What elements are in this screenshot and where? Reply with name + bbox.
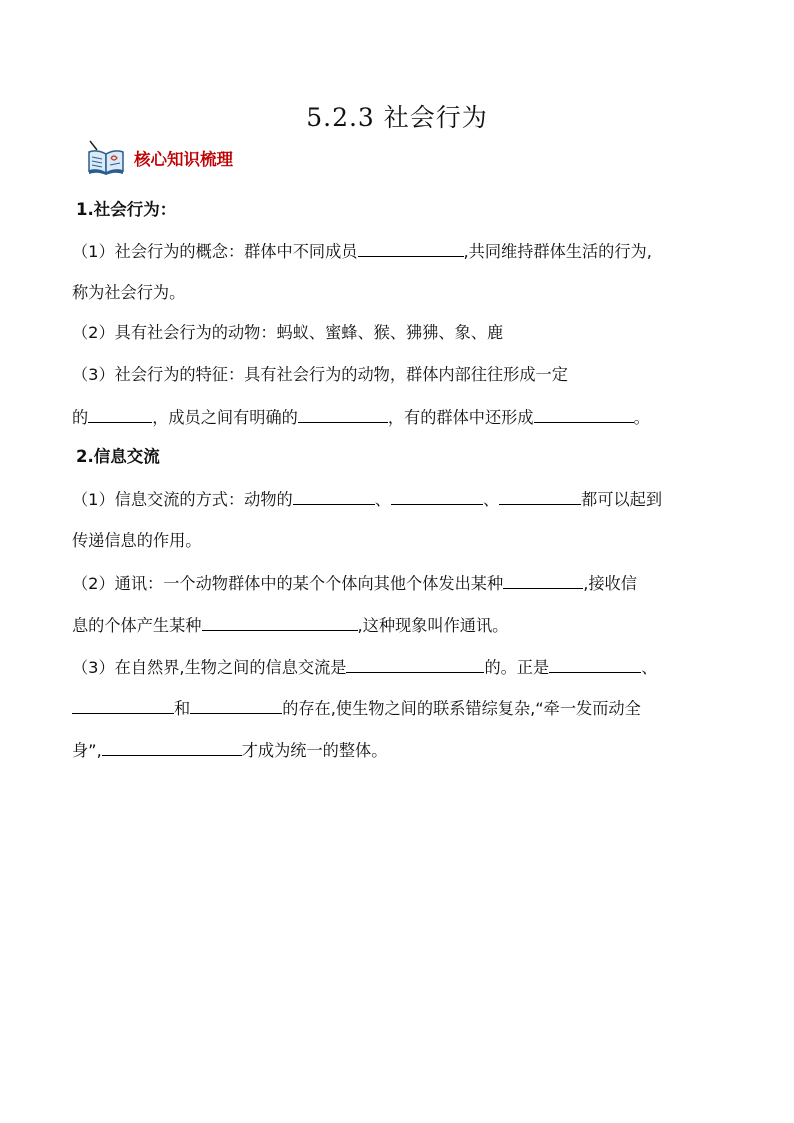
paragraph-5-line-1 (72, 572, 732, 595)
answer-blank[interactable] (190, 697, 282, 714)
text: 身”, (72, 741, 102, 760)
text: 才成为统一的整体。 (241, 741, 388, 760)
text: ,这种现象叫作通讯。 (357, 616, 509, 635)
text: 的存在,使生物之间的联系错综复杂,“牵一发而动全 (282, 699, 641, 718)
paragraph-6-line-3 (72, 739, 732, 762)
paragraph-4-line-2 (72, 530, 732, 552)
paragraph-1-line-2 (72, 282, 732, 304)
text: 传递信息的作用。 (72, 531, 202, 550)
paragraph-5-line-2 (72, 614, 732, 637)
heading-social-behavior: 1.社会行为： (76, 200, 177, 219)
open-book-icon (86, 140, 128, 176)
paragraph-6-line-1 (72, 656, 732, 679)
text: （3）社会行为的特征：具有社会行为的动物，群体内部往往形成一定 (72, 365, 568, 384)
text: ，成员之间有明确的 (152, 408, 298, 427)
text: 。 (633, 408, 650, 427)
text: 、 (374, 490, 391, 509)
text: 息的个体产生某种 (72, 616, 202, 635)
paragraph-4-line-1 (72, 488, 732, 511)
answer-blank[interactable] (534, 406, 634, 423)
section-label: 核心知识梳理 (134, 150, 233, 169)
answer-blank[interactable] (358, 240, 464, 257)
paragraph-1-line-1 (72, 240, 732, 263)
text: ，有的群体中还形成 (387, 408, 534, 427)
text: ,共同维持群体生活的行为, (463, 242, 652, 261)
answer-blank[interactable] (298, 406, 388, 423)
heading-information-exchange: 2.信息交流 (76, 447, 160, 466)
paragraph-3-line-1 (72, 364, 732, 386)
paragraph-3-line-2 (72, 406, 732, 429)
answer-blank[interactable] (72, 697, 174, 714)
answer-blank[interactable] (102, 739, 242, 756)
answer-blank[interactable] (346, 656, 484, 673)
text: 、 (641, 658, 658, 677)
answer-blank[interactable] (391, 488, 483, 505)
text: ,接收信 (583, 574, 637, 593)
answer-blank[interactable] (202, 614, 358, 631)
answer-blank[interactable] (88, 406, 152, 423)
paragraph-2-line-1 (72, 322, 732, 344)
answer-blank[interactable] (293, 488, 375, 505)
text: 都可以起到 (581, 490, 663, 509)
answer-blank[interactable] (549, 656, 641, 673)
page-title: 5.2.3 社会行为 (306, 103, 488, 132)
text: （1）社会行为的概念：群体中不同成员 (72, 242, 358, 261)
text: 的。正是 (484, 658, 550, 677)
text: （2）具有社会行为的动物：蚂蚁、蜜蜂、猴、狒狒、象、鹿 (72, 323, 504, 342)
text: 、 (482, 490, 500, 509)
text: （2）通讯：一个动物群体中的某个个体向其他个体发出某种 (72, 574, 504, 593)
answer-blank[interactable] (499, 488, 581, 505)
text: （1）信息交流的方式：动物的 (72, 490, 293, 509)
text: 称为社会行为。 (72, 283, 186, 302)
paragraph-6-line-2 (72, 697, 732, 720)
text: 的 (72, 408, 89, 427)
text: （3）在自然界,生物之间的信息交流是 (72, 658, 347, 677)
answer-blank[interactable] (503, 572, 583, 589)
text: 和 (174, 699, 191, 718)
